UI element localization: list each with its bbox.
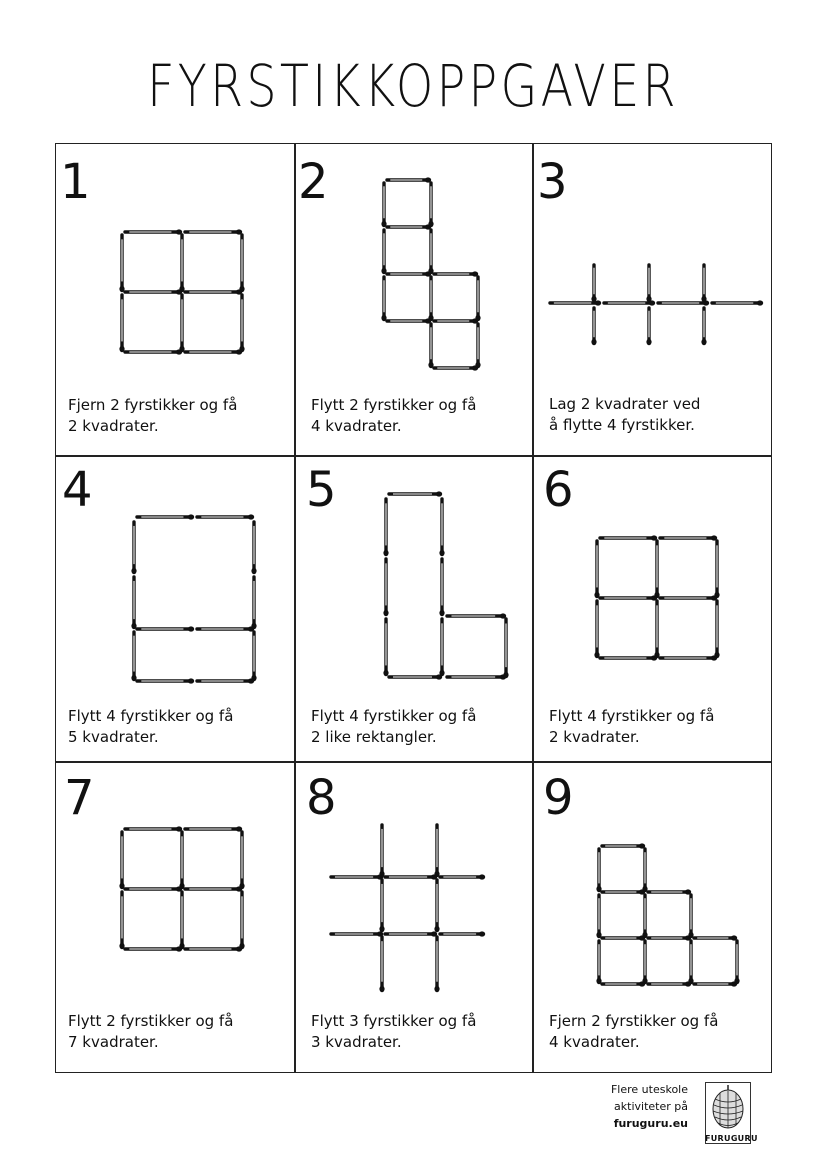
matchstick [428,324,433,368]
matchstick [179,832,184,889]
matchstick [131,577,136,629]
footer-link[interactable]: furuguru.eu [613,1117,688,1130]
matchstick [734,941,739,984]
puzzle-number-7: 7 [64,770,95,826]
matchstick [701,308,706,345]
matchstick [119,832,124,889]
matchstick [381,183,386,227]
caption-line: Flytt 2 fyrstikker og få [311,396,477,414]
matchstick [251,632,256,681]
matchstick [596,849,601,892]
matchstick [197,678,254,683]
matchstick [385,874,437,879]
matchstick [447,613,506,618]
matchstick [119,235,124,292]
puzzle-number-9: 9 [543,770,574,826]
caption-line: 2 kvadrater. [68,417,159,435]
caption-line: 5 kvadrater. [68,728,159,746]
matchstick [503,619,508,678]
matchstick [475,277,480,321]
matchstick [602,935,645,940]
matchstick [642,941,647,984]
matchstick [688,895,693,938]
matchstick [185,289,242,294]
caption-line: å flytte 4 fyrstikker. [549,416,695,434]
matchstick [179,892,184,949]
caption-line: Flytt 3 fyrstikker og få [311,1012,477,1030]
caption-line: 4 kvadrater. [311,417,402,435]
matchstick [701,265,706,302]
matchstick [379,880,384,932]
matchstick [434,271,478,276]
matchstick [591,265,596,302]
matchstick [594,541,599,598]
matchstick [591,308,596,345]
matchstick [646,265,651,302]
matchstick [185,349,242,354]
matchstick [197,626,254,631]
matchstick [660,535,717,540]
matchstick [434,318,478,323]
matchstick [385,931,437,936]
matchstick [125,826,182,831]
matchstick [383,559,388,616]
matchstick [185,946,242,951]
matchstick [642,895,647,938]
matchstick [389,491,442,496]
caption-line: Flytt 4 fyrstikker og få [549,707,715,725]
matchstick [434,937,439,992]
footer-line: Flere uteskole [610,1083,688,1096]
matchstick [125,289,182,294]
matchstick [434,365,478,370]
matchstick [239,892,244,949]
matchstick [660,595,717,600]
matchstick [439,499,444,556]
matchstick [648,935,691,940]
caption-line: 2 kvadrater. [549,728,640,746]
matchstick [694,935,737,940]
matchstick [447,674,506,679]
caption-line: Lag 2 kvadrater ved [549,395,701,413]
matchstick [125,886,182,891]
matchstick [137,626,194,631]
caption-line: Fjern 2 fyrstikker og få [549,1012,719,1030]
matchstick [602,981,645,986]
matchstick [594,601,599,658]
puzzle-number-5: 5 [306,462,337,518]
matchstick [596,941,601,984]
matchstick [596,895,601,938]
puzzle-number-6: 6 [543,462,574,518]
matchstick [331,931,383,936]
matchstick [137,514,194,519]
matchstick [602,843,645,848]
caption-line: 7 kvadrater. [68,1033,159,1051]
puzzle-number-1: 1 [60,154,91,210]
matchstick [125,349,182,354]
caption-line: 2 like rektangler. [311,728,437,746]
matchstick [383,619,388,676]
puzzle-number-3: 3 [537,154,568,210]
matchstick [125,229,182,234]
matchstick [439,619,444,676]
matchstick [251,522,256,574]
matchstick [688,941,693,984]
matchstick [714,601,719,658]
caption-line: Flytt 4 fyrstikker og få [68,707,234,725]
matchstick [239,235,244,292]
matchstick [185,826,242,831]
matchstick [251,577,256,629]
pinecone-icon [706,1083,750,1133]
caption-line: Flytt 2 fyrstikker og få [68,1012,234,1030]
matchstick [434,825,439,877]
caption-line: 3 kvadrater. [311,1033,402,1051]
matchstick [712,300,763,305]
matchstick [428,230,433,274]
matchstick [600,535,657,540]
matchstick [440,931,485,936]
footer-line: aktiviteter på [614,1100,688,1113]
matchstick [642,849,647,892]
matchstick [428,277,433,321]
matchstick [600,655,657,660]
puzzle-number-4: 4 [62,462,93,518]
matchstick [602,889,645,894]
matchstick [379,937,384,992]
matchstick [197,514,254,519]
matchstick [439,559,444,616]
matchstick [179,235,184,292]
matchstick [434,880,439,932]
matchstick [714,541,719,598]
matchstick [648,981,691,986]
matchstick [381,277,386,321]
matchstick [239,832,244,889]
matchstick [119,892,124,949]
caption-line: Flytt 4 fyrstikker og få [311,707,477,725]
matchstick [185,886,242,891]
matchstick [600,595,657,600]
matchstick [331,874,383,879]
matchstick [658,300,709,305]
matchstick [694,981,737,986]
matchstick [239,295,244,352]
footer-note [611,1081,688,1132]
matchstick [185,229,242,234]
matchstick [125,946,182,951]
matchstick [387,177,431,182]
matchstick [383,499,388,556]
matchstick [381,230,386,274]
puzzle-number-2: 2 [298,154,329,210]
matchstick [137,678,194,683]
matchstick [646,308,651,345]
matchstick [119,295,124,352]
matchstick [379,825,384,877]
matchstick [428,183,433,227]
caption-line: 4 kvadrater. [549,1033,640,1051]
caption-line: Fjern 2 fyrstikker og få [68,396,238,414]
matchstick [648,889,691,894]
matchstick [387,224,431,229]
puzzle-number-8: 8 [306,770,337,826]
matchstick [387,271,431,276]
matchstick [179,295,184,352]
page-title: FYRSTIKKOPPGAVER [147,52,679,120]
matchstick [660,655,717,660]
matchstick [387,318,431,323]
matchstick [389,674,442,679]
matchstick [440,874,485,879]
matchstick [131,522,136,574]
matchstick [654,601,659,658]
logo-label: FURUGURU [705,1134,758,1143]
matchstick [475,324,480,368]
matchstick [654,541,659,598]
matchstick [131,632,136,681]
